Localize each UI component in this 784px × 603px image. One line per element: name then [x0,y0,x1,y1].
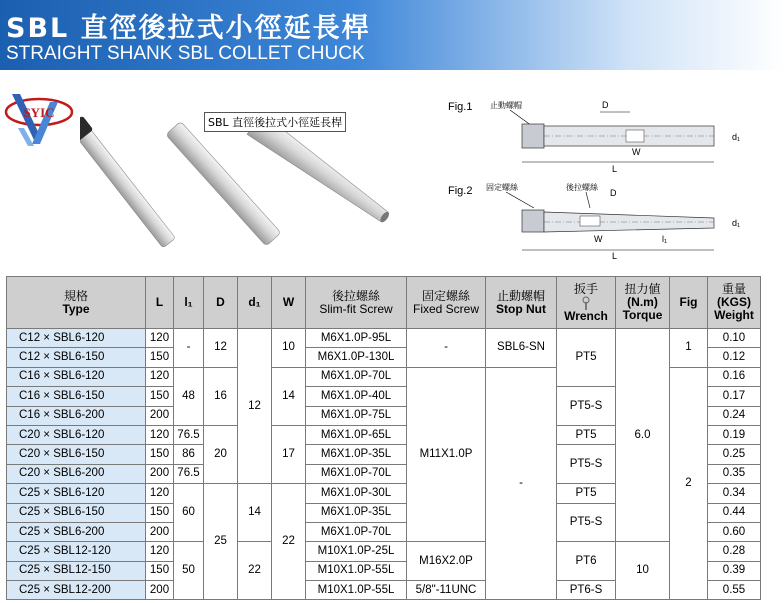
cell-slim-screw: M6X1.0P-70L [306,522,407,541]
cell-l1: - [174,329,204,368]
th-torque: 扭力値 (N.m) Torque [616,277,670,329]
fig2-fixed-screw-label: 固定螺絲 [486,183,518,192]
cell-L: 120 [146,425,174,444]
wrench-icon [579,296,593,310]
fig2-l1-label: l₁ [662,234,668,244]
cell-slim-screw: M6X1.0P-65L [306,425,407,444]
cell-l1: 76.5 [174,464,204,483]
cell-D: 25 [204,484,238,600]
cell-type: C20 × SBL6-200 [7,464,146,483]
cell-L: 120 [146,367,174,386]
cell-fixed-screw: M11X1.0P [407,367,486,542]
cell-weight: 0.24 [708,406,761,425]
fig2-W-label: W [594,234,603,244]
cell-type: C25 × SBL12-150 [7,561,146,580]
cell-weight: 0.28 [708,542,761,561]
syic-logo [4,80,74,150]
th-d1: d₁ [238,277,272,329]
table-row [7,542,761,561]
cell-type: C20 × SBL6-120 [7,425,146,444]
fig2-label: Fig.2 [448,185,473,197]
cell-l1: 48 [174,367,204,425]
cell-fixed-screw: M16X2.0P [407,542,486,581]
cell-type: C20 × SBL6-150 [7,445,146,464]
cell-torque: 10 [616,542,670,600]
cell-l1: 86 [174,445,204,464]
cell-weight: 0.39 [708,561,761,580]
cell-weight: 0.60 [708,522,761,541]
cell-L: 120 [146,484,174,503]
cell-fixed-screw: - [407,329,486,368]
title-cn-text: 直徑後拉式小徑延長桿 [80,13,371,44]
cell-weight: 0.10 [708,329,761,348]
th-stop-nut: 止動螺帽 Stop Nut [486,277,557,329]
cell-weight: 0.55 [708,581,761,600]
cell-fig: 1 [670,329,708,368]
fig2-slim-screw-label: 後拉螺絲 [566,183,598,192]
th-L: L [146,277,174,329]
cell-weight: 0.19 [708,425,761,444]
header-banner [0,0,784,70]
cell-W: 10 [272,329,306,368]
cell-type: C16 × SBL6-200 [7,406,146,425]
th-wrench: 扳手 Wrench [557,277,616,329]
cell-D: 16 [204,367,238,425]
cell-L: 150 [146,387,174,406]
cell-wrench: PT5 [557,425,616,444]
cell-l1: 50 [174,542,204,600]
fig1-stop-nut-label: 止動螺帽 [490,101,522,110]
cell-L: 150 [146,445,174,464]
cell-wrench: PT5 [557,484,616,503]
cell-slim-screw: M6X1.0P-75L [306,406,407,425]
cell-L: 150 [146,348,174,367]
cell-slim-screw: M6X1.0P-40L [306,387,407,406]
cell-weight: 0.34 [708,484,761,503]
table-header-row [7,277,761,329]
cell-L: 150 [146,503,174,522]
cell-weight: 0.12 [708,348,761,367]
cell-slim-screw: M6X1.0P-35L [306,503,407,522]
cell-type: C25 × SBL12-200 [7,581,146,600]
cell-slim-screw: M10X1.0P-25L [306,542,407,561]
th-fixed-screw: 固定螺絲 Fixed Screw [407,277,486,329]
cell-type: C12 × SBL6-150 [7,348,146,367]
logo-text: SYIC [23,105,55,120]
cell-wrench: PT5 [557,329,616,387]
cell-wrench: PT5-S [557,387,616,426]
cell-W: 22 [272,484,306,600]
fig1-W-label: W [632,147,641,157]
cell-wrench: PT5-S [557,503,616,542]
cell-fixed-screw: 5/8"-11UNC [407,581,486,600]
cell-weight: 0.44 [708,503,761,522]
cell-type: C25 × SBL12-120 [7,542,146,561]
cell-stop-nut: SBL6-SN [486,329,557,368]
cell-L: 200 [146,581,174,600]
cell-type: C25 × SBL6-150 [7,503,146,522]
cell-wrench: PT6-S [557,581,616,600]
fig1-D-label: D [602,100,609,110]
th-D: D [204,277,238,329]
cell-torque: 6.0 [616,329,670,542]
cell-L: 150 [146,561,174,580]
cell-L: 120 [146,542,174,561]
cell-slim-screw: M6X1.0P-95L [306,329,407,348]
cell-l1: 60 [174,484,204,542]
cell-slim-screw: M6X1.0P-130L [306,348,407,367]
cell-weight: 0.25 [708,445,761,464]
fig2-D-label: D [610,188,617,198]
photo-caption: SBL 直徑後拉式小徑延長桿 [204,112,346,132]
cell-weight: 0.16 [708,367,761,386]
cell-D: 20 [204,425,238,483]
cell-fig: 2 [670,367,708,600]
fig2-L-label: L [612,251,618,260]
page-title-en: STRAIGHT SHANK SBL COLLET CHUCK [6,43,365,64]
cell-weight: 0.17 [708,387,761,406]
cell-W: 17 [272,425,306,483]
fig1-label: Fig.1 [448,101,473,113]
cell-d1: 14 [238,484,272,542]
cell-type: C25 × SBL6-120 [7,484,146,503]
cell-stop-nut: - [486,367,557,600]
table-row [7,329,761,348]
spec-table [6,276,761,600]
fig2-d1-label: d₁ [732,218,741,228]
th-l1: l₁ [174,277,204,329]
fig2-drawing [440,180,760,260]
cell-slim-screw: M6X1.0P-70L [306,464,407,483]
fig1-L-label: L [612,164,618,174]
cell-slim-screw: M6X1.0P-70L [306,367,407,386]
cell-type: C16 × SBL6-120 [7,367,146,386]
th-weight: 重量 (KGS) Weight [708,277,761,329]
cell-W: 14 [272,367,306,425]
page-title-cn [6,6,371,45]
th-W: W [272,277,306,329]
cell-type: C16 × SBL6-150 [7,387,146,406]
cell-type: C25 × SBL6-200 [7,522,146,541]
cell-L: 200 [146,406,174,425]
cell-L: 120 [146,329,174,348]
cell-d1: 12 [238,329,272,484]
cell-L: 200 [146,522,174,541]
th-slim-screw: 後拉螺絲 Slim-fit Screw [306,277,407,329]
cell-l1: 76.5 [174,425,204,444]
cell-d1: 22 [238,542,272,600]
cell-slim-screw: M6X1.0P-30L [306,484,407,503]
th-fig: Fig [670,277,708,329]
cell-wrench: PT5-S [557,445,616,484]
th-type: 規格 Type [7,277,146,329]
cell-slim-screw: M10X1.0P-55L [306,581,407,600]
cell-type: C12 × SBL6-120 [7,329,146,348]
title-prefix: SBL [6,13,70,44]
cell-wrench: PT6 [557,542,616,581]
cell-D: 12 [204,329,238,368]
fig1-d1-label: d₁ [732,132,741,142]
cell-weight: 0.35 [708,464,761,483]
cell-slim-screw: M6X1.0P-35L [306,445,407,464]
cell-L: 200 [146,464,174,483]
cell-slim-screw: M10X1.0P-55L [306,561,407,580]
fig1-drawing [440,96,760,176]
